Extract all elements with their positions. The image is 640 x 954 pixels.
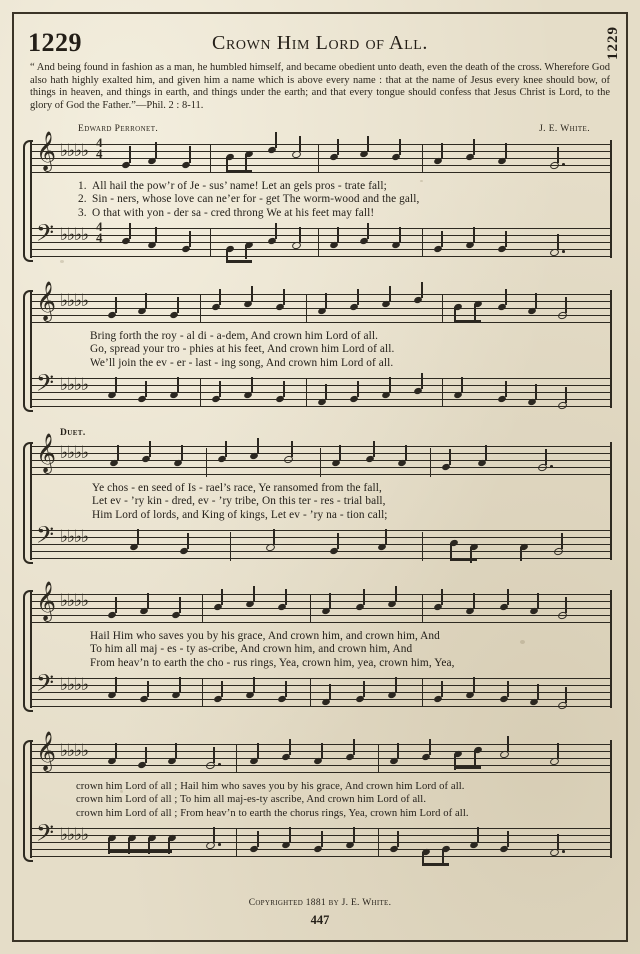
lyric-line: 3. O that with yon - der sa - cred throng We at his feet may fall! (78, 206, 375, 219)
treble-clef-icon: 𝄞 (36, 581, 57, 621)
page-number: 447 (310, 913, 330, 927)
lyric-line: Bring forth the roy - al di - a-dem, And crown him Lord of all. (90, 330, 379, 342)
bass-staff-4 (30, 669, 612, 708)
bass-clef-icon: 𝄢 (36, 521, 55, 554)
lyric-line: 2. Sin - ners, whose love can ne’er for - get The worm-wood and the gall, (78, 193, 420, 206)
music-system-5 (30, 731, 612, 878)
treble-clef-icon: 𝄞 (36, 731, 57, 771)
treble-staff-4 (30, 581, 612, 624)
music-system-2 (30, 281, 612, 428)
treble-staff-2 (30, 281, 612, 324)
lyricist-credit: Edward Perronet. (78, 124, 159, 134)
treble-clef-icon: 𝄞 (36, 281, 57, 321)
page-content (20, 20, 620, 934)
lyric-line: Go, spread your tro - phies at his feet, And crown him Lord of all. (90, 343, 395, 356)
page-title: Crown Him Lord of All. (212, 32, 428, 54)
lyric-line: To him all maj - es - ty as-cribe, And crown him, and crown him, And (90, 643, 413, 656)
treble-staff-5 (30, 731, 612, 774)
lyrics-block-2 (90, 330, 602, 370)
key-signature: ♭♭♭♭ (60, 291, 89, 311)
key-signature: ♭♭♭♭ (60, 141, 89, 161)
lyric-line: Let ev - ’ry kin - dred, ev - ’ry tribe, On this ter - res - trial ball, (92, 495, 386, 508)
lyrics-block-3 (92, 482, 602, 522)
key-signature: ♭♭♭♭ (60, 443, 89, 463)
bass-staff-3 (30, 521, 612, 560)
bass-clef-icon: 𝄢 (36, 369, 55, 402)
key-signature: ♭♭♭♭ (60, 825, 89, 845)
side-hymn-number: 1229 (605, 26, 621, 60)
hymn-number: 1229 (28, 28, 82, 57)
scripture-quote (30, 62, 610, 112)
bass-staff-1 (30, 219, 612, 258)
time-signature: 4 4 (96, 219, 103, 245)
music-system-4 (30, 581, 612, 728)
lyrics-block-1 (78, 180, 602, 220)
credits-line (30, 124, 610, 138)
treble-staff-1 (30, 131, 612, 174)
key-signature: ♭♭♭♭ (60, 375, 89, 395)
key-signature: ♭♭♭♭ (60, 675, 89, 695)
time-signature: 4 4 (96, 135, 103, 161)
lyric-line: crown him Lord of all ; To him all maj-es-ty ascribe, And crown him Lord of all. (76, 794, 427, 806)
bass-staff-2 (30, 369, 612, 408)
key-signature: ♭♭♭♭ (60, 591, 89, 611)
bass-clef-icon: 𝄢 (36, 219, 55, 252)
bass-clef-icon: 𝄢 (36, 819, 55, 852)
lyric-line: 1. All hail the pow’r of Je - sus’ name! Let an gels pros - trate fall; (78, 180, 387, 192)
bass-staff-5 (30, 819, 612, 858)
copyright-notice: Copyrighted 1881 by J. E. White. (248, 898, 392, 908)
key-signature: ♭♭♭♭ (60, 741, 89, 761)
key-signature: ♭♭♭♭ (60, 527, 89, 547)
lyric-line: Hail Him who saves you by his grace, And crown him, and crown him, And (90, 630, 440, 642)
lyrics-block-5 (76, 780, 602, 820)
scripture-text: “ And being found in fashion as a man, he humbled himself, and became obedient unto death, even the death of the cross. Wherefore God also hath highly exalted him, and given him a name which is above every name : that at the name of Jesus every knee should bow, of things in heaven, and things in earth, and things under the earth; and that every tongue should confess that Jesus Christ is Lord, to the glory of God the Father.”— (30, 62, 610, 111)
treble-clef-icon: 𝄞 (36, 433, 57, 473)
bass-clef-icon: 𝄢 (36, 669, 55, 702)
scripture-reference: Phil. 2 : 8-11. (146, 99, 204, 111)
lyric-line: We’ll join the ev - er - last - ing song, And crown him Lord of all. (90, 356, 394, 369)
lyric-line: crown him Lord of all ; Hail him who saves you by his grace, And crown him Lord of all. (76, 781, 465, 792)
lyric-line: Him Lord of lords, and King of kings, Let ev - ’ry na - tion call; (92, 508, 388, 521)
treble-clef-icon: 𝄞 (36, 131, 57, 171)
lyrics-block-4 (90, 630, 602, 670)
music-system-3 (30, 428, 612, 578)
lyric-line: crown him Lord of all ; From heav’n to earth the chorus rings, Yea, crown him Lord of all. (76, 807, 469, 819)
section-label-duet: Duet. (60, 428, 86, 438)
key-signature: ♭♭♭♭ (60, 225, 89, 245)
lyric-line: Ye chos - en seed of Is - rael’s race, Ye ransomed from the fall, (92, 482, 382, 494)
composer-credit: J. E. White. (539, 124, 590, 134)
music-system-1 (30, 131, 612, 278)
lyric-line: From heav’n to earth the cho - rus rings, Yea, crown him, yea, crown him, Yea, (90, 656, 455, 669)
